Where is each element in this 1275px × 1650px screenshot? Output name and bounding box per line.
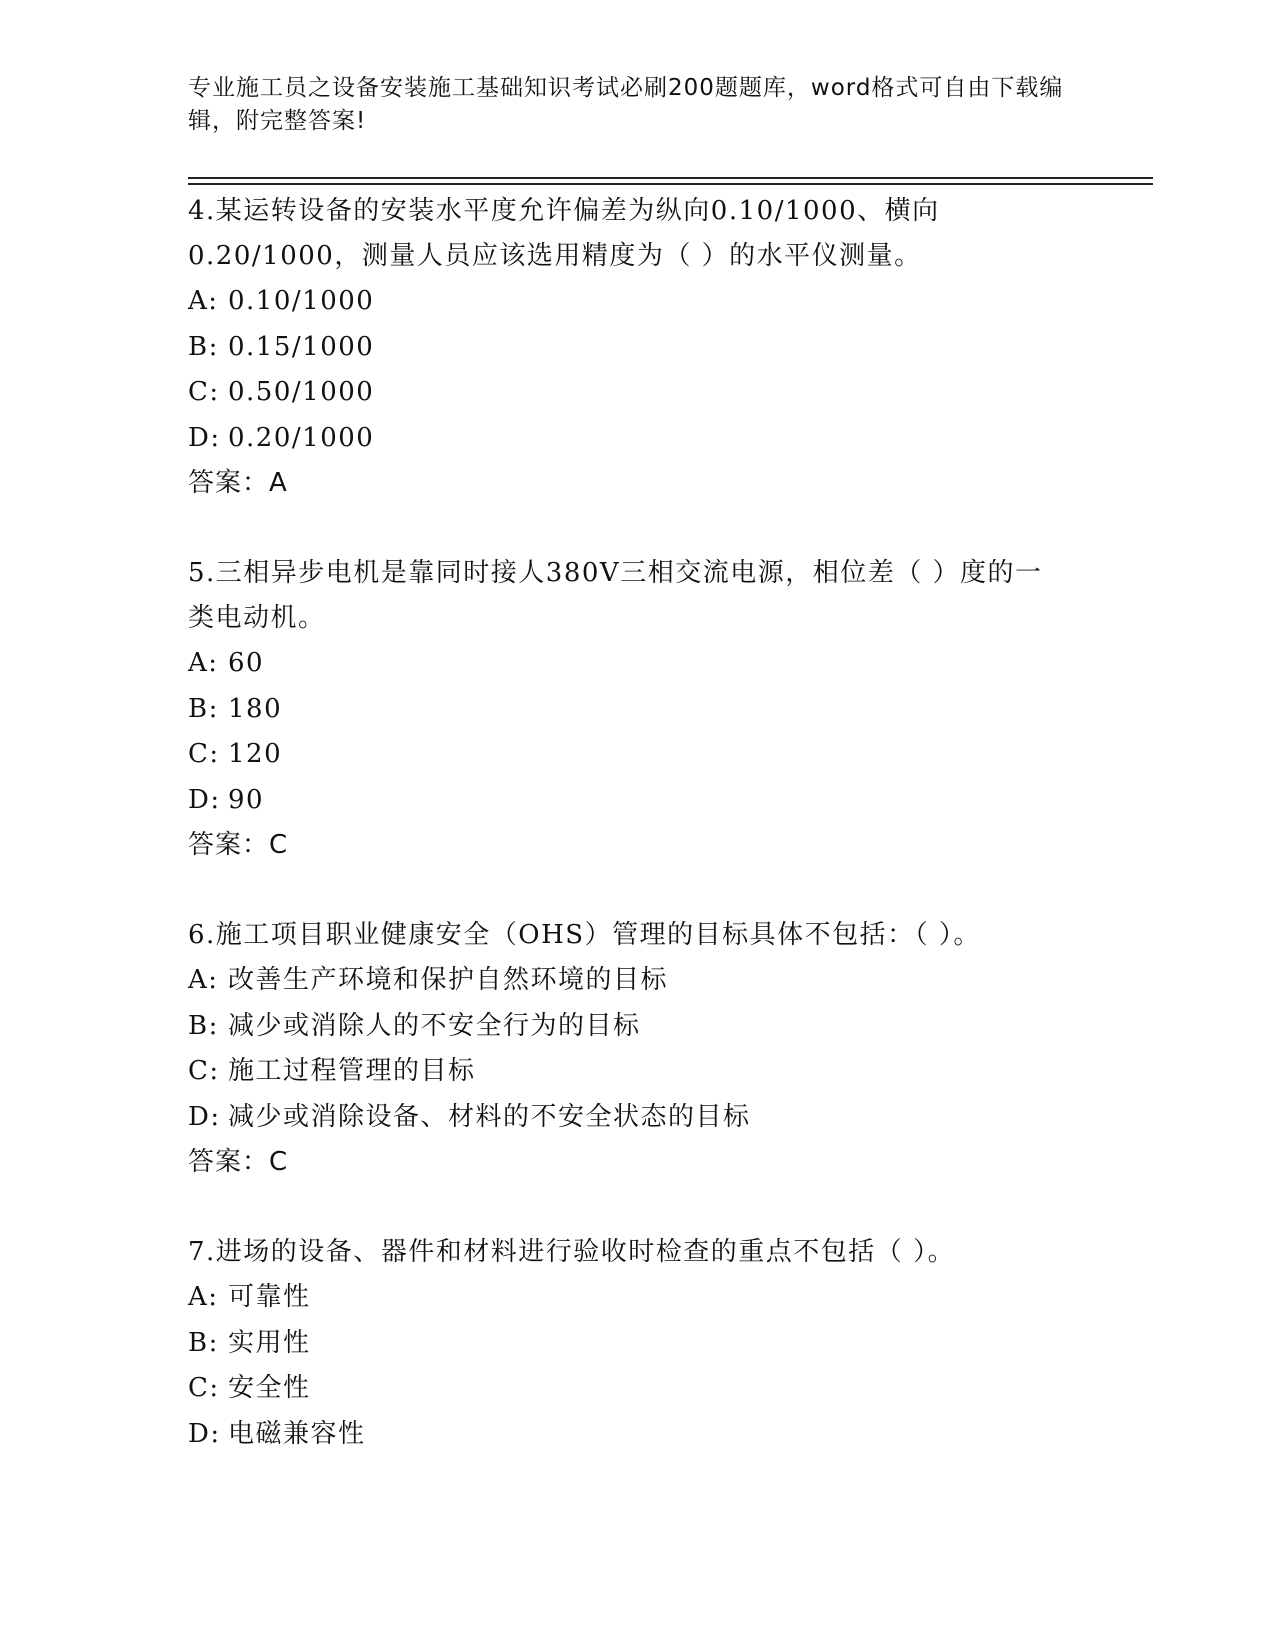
option-text: 0.10/1000 — [228, 286, 375, 316]
option-letter: C: — [188, 739, 220, 769]
header-divider-top — [188, 177, 1153, 179]
option-text: 60 — [228, 648, 265, 678]
option-letter: B: — [188, 331, 219, 362]
option-a — [188, 641, 1068, 687]
option-text: 90 — [228, 784, 265, 815]
option-b — [188, 1004, 1068, 1050]
option-b — [188, 687, 1068, 733]
option-text: 改善生产环境和保护自然环境的目标 — [228, 965, 669, 995]
option-text: 电磁兼容性 — [228, 1418, 366, 1449]
option-a — [188, 279, 1068, 325]
option-text: 180 — [228, 693, 283, 724]
option-c — [188, 370, 1068, 416]
option-letter: C: — [188, 1373, 220, 1403]
header-divider-bottom — [188, 183, 1153, 185]
option-text: 0.20/1000 — [228, 422, 375, 453]
option-letter: B: — [188, 693, 219, 724]
answer-line: 答案：C — [188, 1147, 289, 1177]
option-letter: D: — [188, 1101, 221, 1132]
option-text: 0.15/1000 — [228, 331, 375, 362]
question-stem: 4.某运转设备的安装水平度允许偏差为纵向0.10/1000、横向0.20/1000，测量人员应该选用精度为（ ）的水平仪测量。 — [188, 196, 940, 271]
option-letter: A: — [188, 965, 219, 995]
option-letter: A: — [188, 1282, 219, 1312]
option-text: 实用性 — [228, 1327, 311, 1358]
question-4 — [188, 189, 1068, 506]
option-a — [188, 958, 1068, 1004]
question-5 — [188, 551, 1068, 868]
answer-line: 答案：A — [188, 468, 288, 498]
option-letter: D: — [188, 1418, 221, 1449]
option-letter: B: — [188, 1327, 219, 1358]
option-letter: D: — [188, 422, 221, 453]
question-stem: 7.进场的设备、器件和材料进行验收时检查的重点不包括（ ）。 — [188, 1237, 956, 1267]
option-letter: D: — [188, 784, 221, 815]
option-d — [188, 1095, 1068, 1141]
option-c — [188, 732, 1068, 778]
option-c — [188, 1049, 1068, 1095]
option-d — [188, 1412, 1068, 1458]
option-text: 120 — [228, 739, 283, 769]
option-text: 减少或消除设备、材料的不安全状态的目标 — [228, 1101, 751, 1132]
option-letter: C: — [188, 377, 220, 407]
question-stem: 6.施工项目职业健康安全（OHS）管理的目标具体不包括：（ ）。 — [188, 920, 981, 950]
option-letter: C: — [188, 1056, 220, 1086]
option-text: 减少或消除人的不安全行为的目标 — [228, 1010, 641, 1041]
answer-line: 答案：C — [188, 830, 289, 860]
option-text: 0.50/1000 — [228, 377, 375, 407]
question-7 — [188, 1230, 1068, 1457]
option-text: 施工过程管理的目标 — [228, 1056, 476, 1086]
option-b — [188, 325, 1068, 371]
option-letter: A: — [188, 648, 219, 678]
document-header: 专业施工员之设备安装施工基础知识考试必刷200题题库，word格式可自由下载编辑，附完整答案! — [188, 75, 1064, 134]
option-d — [188, 778, 1068, 824]
option-d — [188, 416, 1068, 462]
option-c — [188, 1366, 1068, 1412]
option-letter: A: — [188, 286, 219, 316]
question-6 — [188, 913, 1068, 1185]
option-a — [188, 1275, 1068, 1321]
option-text: 安全性 — [228, 1373, 311, 1403]
option-letter: B: — [188, 1010, 219, 1041]
question-stem: 5.三相异步电机是靠同时接人380V三相交流电源，相位差（ ）度的一类电动机。 — [188, 558, 1043, 633]
option-b — [188, 1321, 1068, 1367]
option-text: 可靠性 — [228, 1282, 311, 1312]
